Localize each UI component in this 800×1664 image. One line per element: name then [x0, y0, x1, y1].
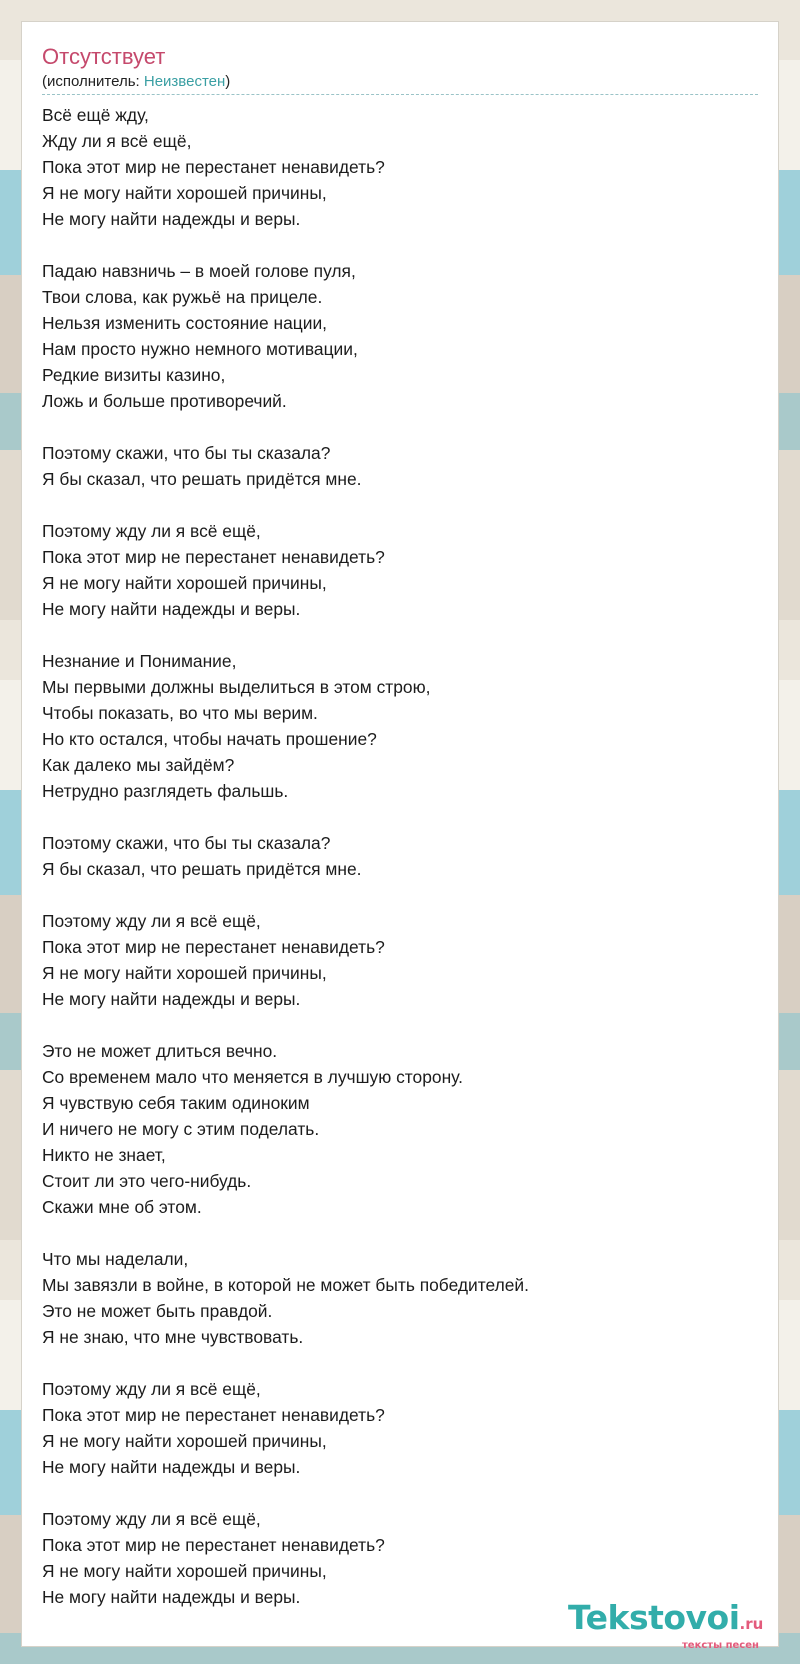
lyric-line: Стоит ли это чего-нибудь. — [42, 1171, 252, 1191]
lyric-line: Поэтому жду ли я всё ещё, — [42, 911, 261, 931]
lyrics-stanza — [42, 830, 758, 882]
lyric-line: Я бы сказал, что решать придётся мне. — [42, 859, 362, 879]
lyrics-body — [42, 102, 758, 1636]
lyric-line: Я не могу найти хорошей причины, — [42, 1431, 327, 1451]
lyric-line: Поэтому скажи, что бы ты сказала? — [42, 443, 331, 463]
lyric-line: Не могу найти надежды и веры. — [42, 989, 301, 1009]
lyric-line: Я бы сказал, что решать придётся мне. — [42, 469, 362, 489]
lyric-line: Я не могу найти хорошей причины, — [42, 183, 327, 203]
lyric-line: Я не могу найти хорошей причины, — [42, 1561, 327, 1581]
lyric-line: Мы завязли в войне, в которой не может быть победителей. — [42, 1275, 529, 1295]
lyric-line: Что мы наделали, — [42, 1249, 189, 1269]
lyric-line: Никто не знает, — [42, 1145, 166, 1165]
lyric-line: Я не могу найти хорошей причины, — [42, 573, 327, 593]
site-logo[interactable] — [568, 1600, 763, 1642]
lyrics-stanza — [42, 518, 758, 622]
lyric-line: Пока этот мир не перестанет ненавидеть? — [42, 937, 385, 957]
lyrics-stanza — [42, 258, 758, 414]
artist-prefix: (исполнитель: — [42, 73, 144, 90]
lyric-line: Не могу найти надежды и веры. — [42, 1457, 301, 1477]
logo-tagline: тексты песен — [682, 1640, 759, 1651]
lyric-line: Жду ли я всё ещё, — [42, 131, 192, 151]
lyric-line: Нельзя изменить состояние нации, — [42, 313, 328, 333]
lyrics-stanza — [42, 440, 758, 492]
song-header — [42, 42, 758, 95]
lyric-line: Не могу найти надежды и веры. — [42, 209, 301, 229]
lyrics-stanza — [42, 102, 758, 232]
lyric-line: Чтобы показать, во что мы верим. — [42, 703, 318, 723]
lyric-line: Падаю навзничь – в моей голове пуля, — [42, 261, 356, 281]
lyric-line: Редкие визиты казино, — [42, 365, 226, 385]
lyric-line: Как далеко мы зайдём? — [42, 755, 235, 775]
lyric-line: Со временем мало что меняется в лучшую сторону. — [42, 1067, 463, 1087]
lyrics-stanza — [42, 1506, 758, 1610]
lyric-line: Поэтому скажи, что бы ты сказала? — [42, 833, 331, 853]
lyric-line: Ложь и больше противоречий. — [42, 391, 287, 411]
lyric-line: Я чувствую себя таким одиноким — [42, 1093, 310, 1113]
lyric-line: Это не может быть правдой. — [42, 1301, 273, 1321]
lyric-line: Незнание и Понимание, — [42, 651, 237, 671]
lyric-line: Поэтому жду ли я всё ещё, — [42, 1379, 261, 1399]
lyrics-stanza — [42, 1246, 758, 1350]
lyrics-stanza — [42, 908, 758, 1012]
lyric-line: Твои слова, как ружьё на прицеле. — [42, 287, 323, 307]
lyric-line: Нетрудно разглядеть фальшь. — [42, 781, 289, 801]
lyric-line: И ничего не могу с этим поделать. — [42, 1119, 320, 1139]
lyric-line: Я не могу найти хорошей причины, — [42, 963, 327, 983]
lyric-line: Нам просто нужно немного мотивации, — [42, 339, 358, 359]
song-title: Отсутствует — [42, 44, 166, 69]
lyric-line: Мы первыми должны выделиться в этом строю, — [42, 677, 431, 697]
lyrics-stanza — [42, 648, 758, 804]
artist-suffix: ) — [225, 73, 231, 90]
lyric-line: Скажи мне об этом. — [42, 1197, 202, 1217]
lyric-line: Поэтому жду ли я всё ещё, — [42, 1509, 261, 1529]
lyric-line: Это не может длиться вечно. — [42, 1041, 278, 1061]
lyric-line: Не могу найти надежды и веры. — [42, 1587, 301, 1607]
lyric-line: Пока этот мир не перестанет ненавидеть? — [42, 157, 385, 177]
lyric-line: Не могу найти надежды и веры. — [42, 599, 301, 619]
logo-name: Tekstovoi — [568, 1598, 740, 1637]
lyrics-stanza — [42, 1038, 758, 1220]
artist-line — [42, 72, 758, 92]
lyrics-page — [22, 22, 778, 1651]
lyric-line: Пока этот мир не перестанет ненавидеть? — [42, 1405, 385, 1425]
lyric-line: Пока этот мир не перестанет ненавидеть? — [42, 547, 385, 567]
artist-link[interactable]: Неизвестен — [143, 73, 226, 90]
lyric-line: Пока этот мир не перестанет ненавидеть? — [42, 1535, 385, 1555]
lyric-line: Поэтому жду ли я всё ещё, — [42, 521, 261, 541]
logo-tld: .ru — [739, 1615, 764, 1633]
lyric-line: Всё ещё жду, — [42, 105, 149, 125]
lyric-line: Я не знаю, что мне чувствовать. — [42, 1327, 304, 1347]
lyrics-stanza — [42, 1376, 758, 1480]
lyric-line: Но кто остался, чтобы начать прошение? — [42, 729, 377, 749]
